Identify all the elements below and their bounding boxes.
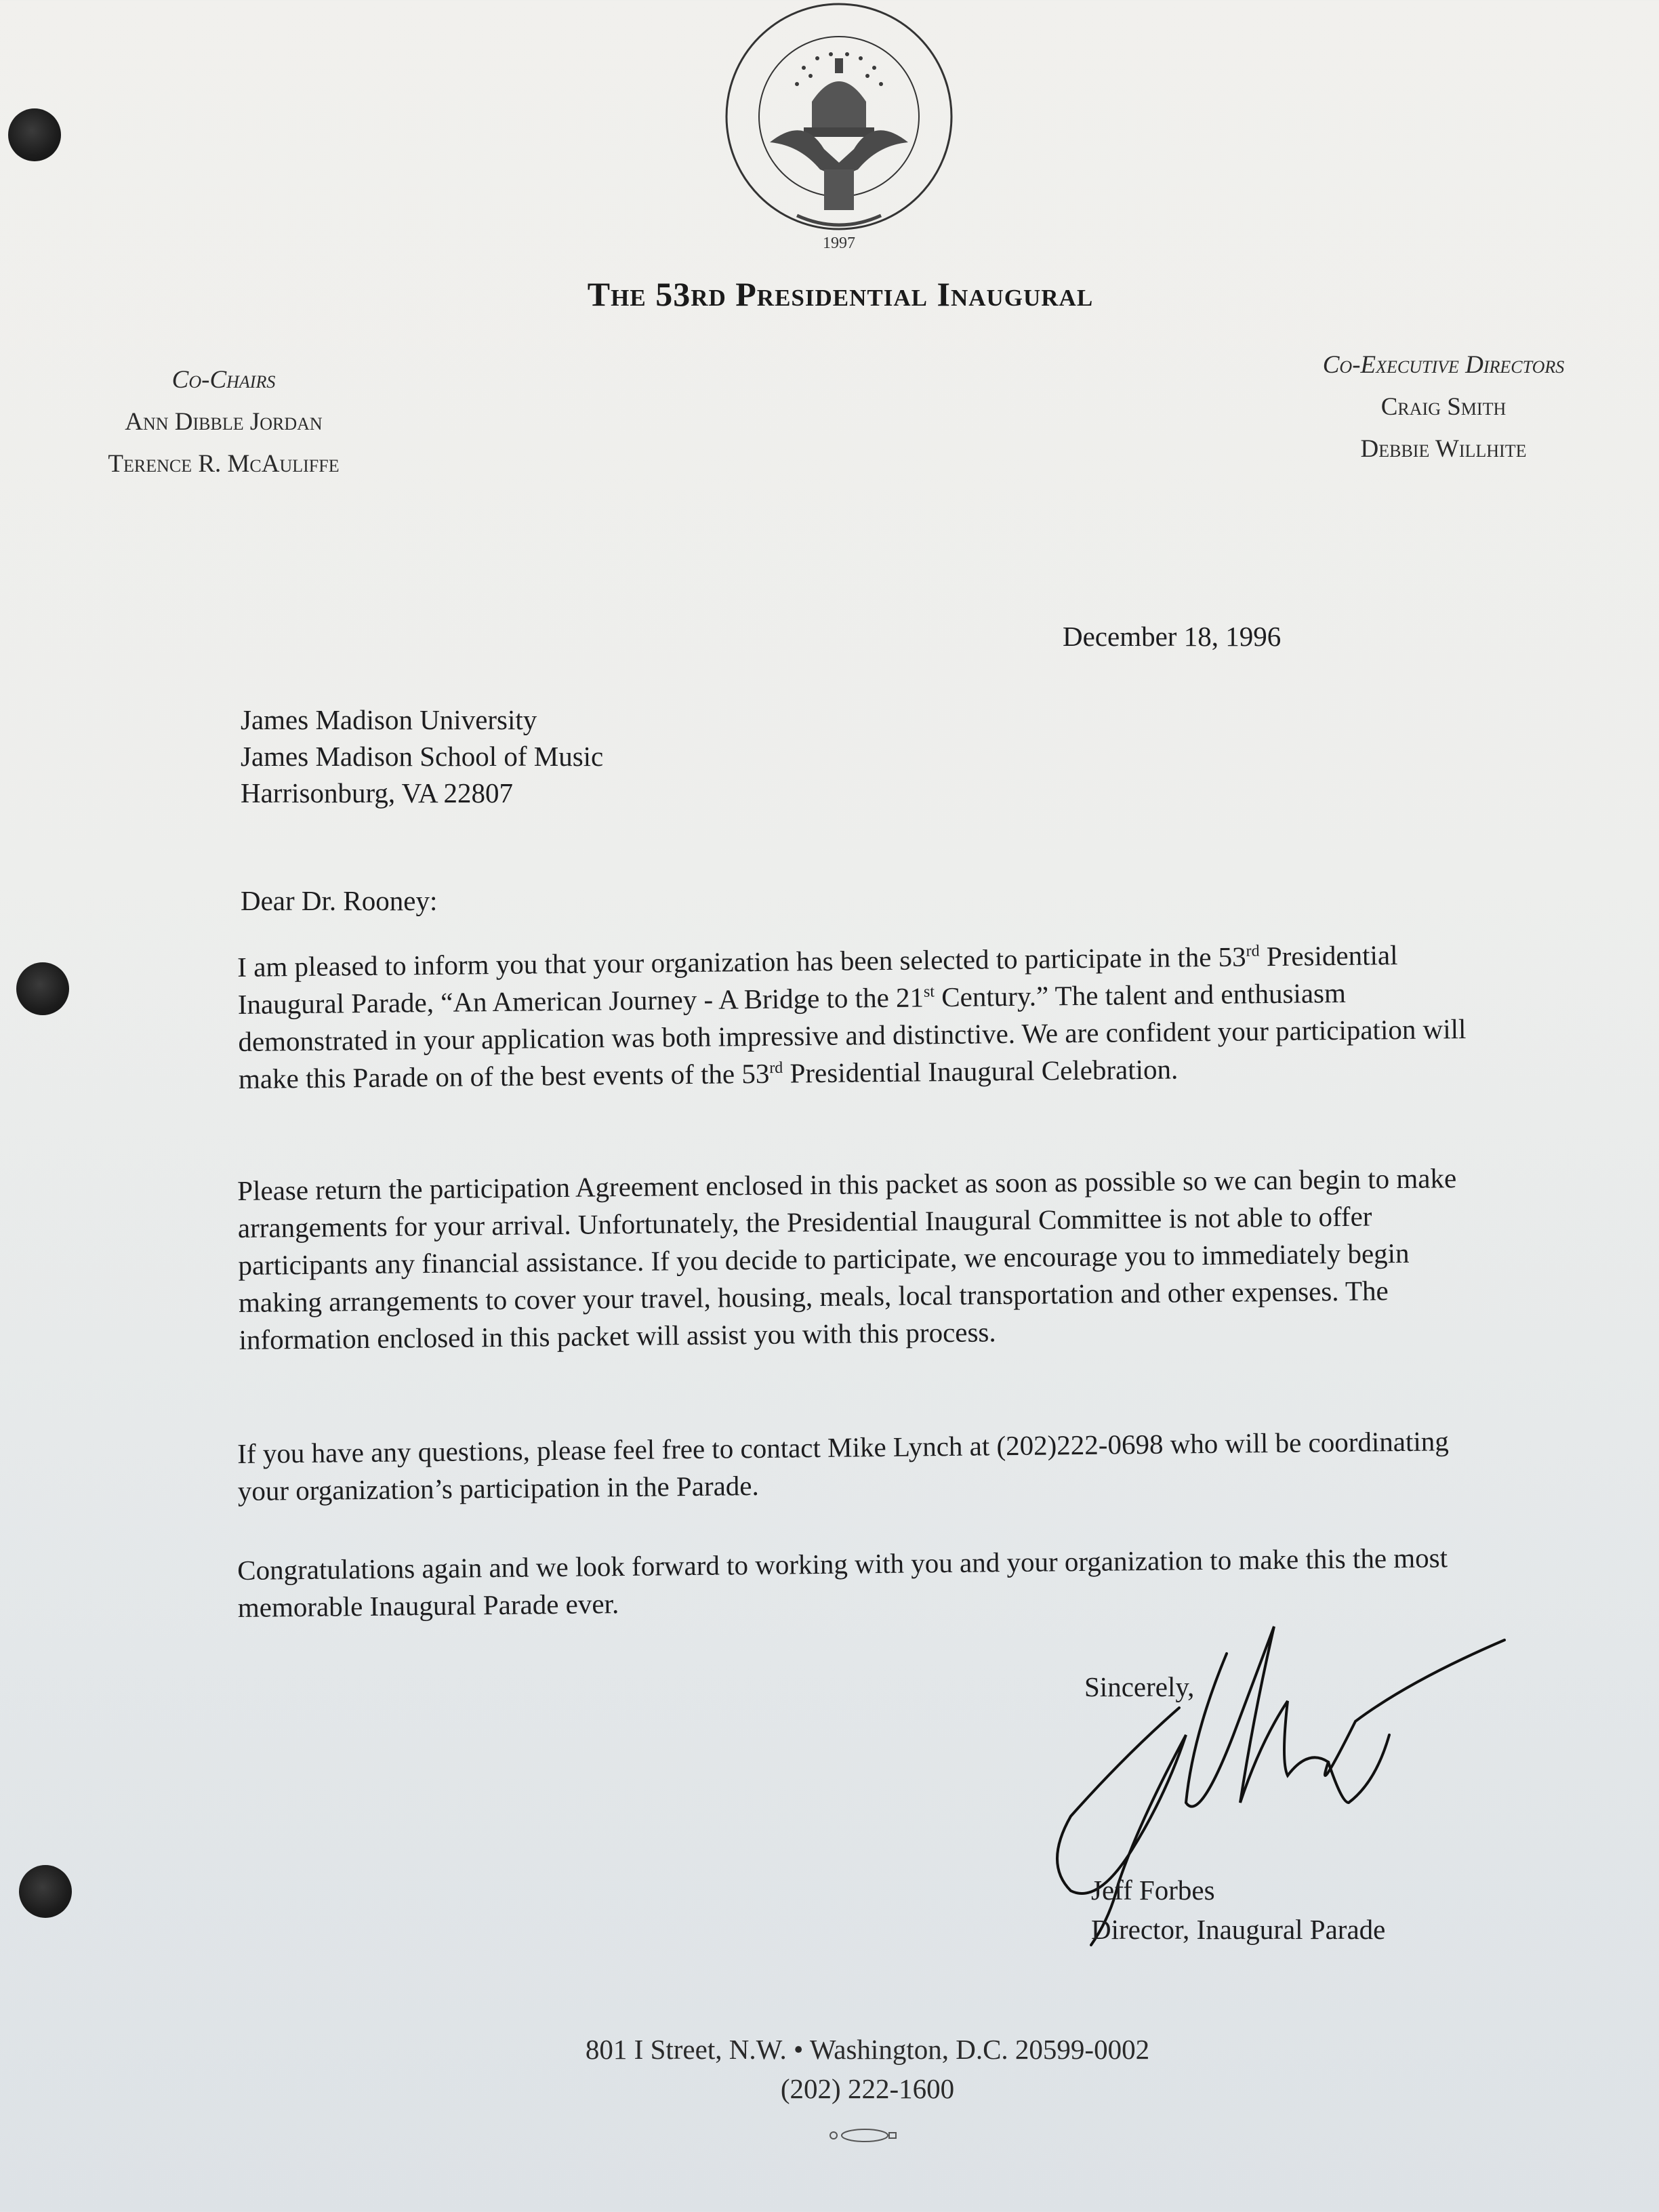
executive-director-name: Debbie Willhite	[1360, 435, 1527, 463]
body-paragraph-1	[237, 936, 1486, 1098]
co-executive-directors-block	[1274, 344, 1613, 470]
text-run: I am pleased to inform you that your organization has been selected to participate in the 53	[237, 941, 1246, 983]
body-paragraph-4: Congratulations again and we look forward to working with you and your organization to make this the most memorable Inaugural Parade ever.	[237, 1542, 1448, 1623]
co-chairs-block	[61, 359, 386, 485]
co-chair-name: Ann Dibble Jordan	[125, 408, 323, 436]
address-line: James Madison University	[241, 704, 537, 735]
salutation: Dear Dr. Rooney:	[241, 885, 438, 916]
letterhead-footer	[0, 2030, 1659, 2108]
recipient-address	[241, 701, 603, 811]
address-line: Harrisonburg, VA 22807	[241, 777, 514, 808]
letterhead-title: The 53rd Presidential Inaugural	[587, 275, 1094, 313]
closing: Sincerely,	[1084, 1671, 1195, 1702]
text-run: Century.” The talent and enthusiasm demonstrated in your application was both impressive and distinctive. We are confident your participation will make this Parade on of the best events of the 53	[238, 977, 1467, 1094]
co-chair-name: Terence R. McAuliffe	[108, 450, 340, 478]
footer-phone: (202) 222-1600	[780, 2073, 955, 2104]
letter-date: December 18, 1996	[1063, 621, 1282, 652]
ordinal-suffix: rd	[1246, 942, 1260, 960]
union-bug-icon	[824, 2125, 905, 2146]
ordinal-suffix: st	[923, 983, 935, 1001]
signature-block	[1091, 1870, 1385, 1949]
co-executive-directors-label: Co-Executive Directors	[1322, 351, 1565, 379]
co-chairs-label: Co-Chairs	[171, 366, 276, 394]
ordinal-suffix: rd	[769, 1059, 783, 1078]
signer-title: Director, Inaugural Parade	[1091, 1914, 1386, 1945]
signer-name: Jeff Forbes	[1091, 1875, 1215, 1906]
seal-year: 1997	[823, 234, 855, 252]
punch-hole-top	[8, 108, 61, 161]
text-run: Presidential Inaugural Celebration.	[783, 1053, 1179, 1089]
text-run: Presidential Inaugural Parade, “An American Journey - A Bridge to the 21	[237, 939, 1398, 1020]
body-paragraph-3: If you have any questions, please feel free to contact Mike Lynch at (202)222-0698 who will be coordinating your organization’s participation in the Parade.	[237, 1425, 1449, 1507]
inaugural-seal	[722, 0, 956, 258]
punch-hole-bottom	[19, 1865, 72, 1918]
punch-hole-middle	[16, 962, 69, 1015]
address-line: James Madison School of Music	[241, 741, 604, 772]
footer-address: 801 I Street, N.W. • Washington, D.C. 20599-0002	[585, 2034, 1150, 2065]
body-paragraph-2: Please return the participation Agreement enclosed in this packet as soon as possible so we can begin to make arrangements for your arrival. Unfortunately, the Presidential Inaugural Committee is not able to offer participants any financial assistance. If you decide to participate, we encourage you to immediately begin making arrangements to cover your travel, housing, meals, local transportation and other expenses. The information enclosed in this packet will assist you with this process.	[237, 1162, 1457, 1355]
executive-director-name: Craig Smith	[1380, 393, 1507, 421]
